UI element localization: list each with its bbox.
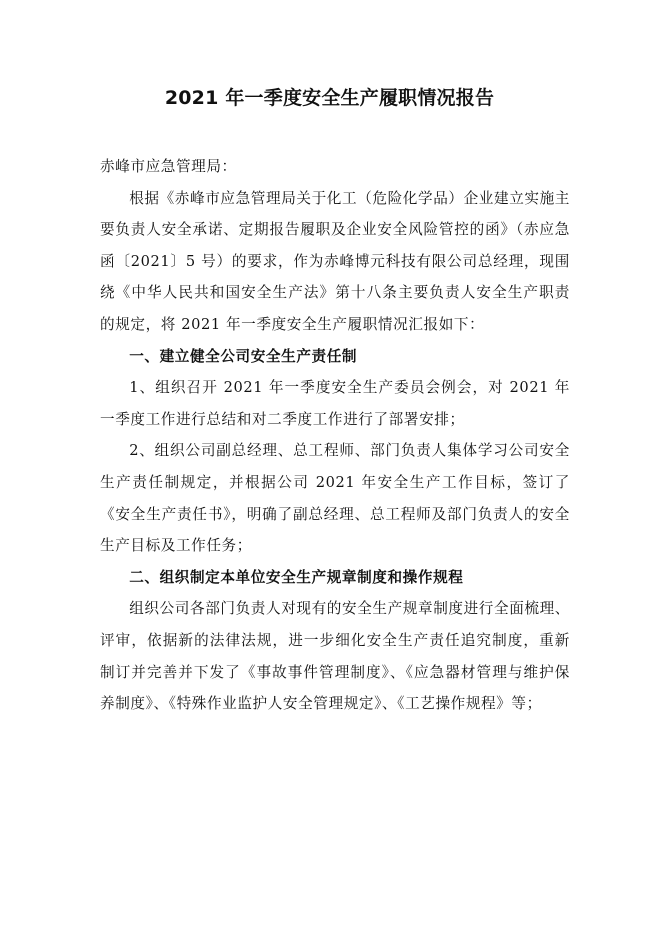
intro-paragraph: 根据《赤峰市应急管理局关于化工（危险化学品）企业建立实施主要负责人安全承诺、定期报告履职及企业安全风险管控的函》（赤应急函〔2021〕5 号）的要求，作为赤峰博元科技有限公司总经理，现围绕《中华人民共和国安全生产法》第十八条主要负责人安全生产职责的规定，将 2021 年一季度安全生产履职情况汇报如下： [100, 189, 570, 333]
section-1-paragraph-2: 2、组织公司副总经理、总工程师、部门负责人集体学习公司安全生产责任制规定，并根据公司 2021 年安全生产工作目标，签订了《安全生产责任书》，明确了副总经理、总工程师及部门负责人的安全生产目标及工作任务； [100, 442, 570, 555]
section-heading-2: 二、组织制定本单位安全生产规章制度和操作规程 [129, 568, 464, 586]
document-body [100, 151, 570, 720]
section-heading-1: 一、建立健全公司安全生产责任制 [129, 347, 358, 365]
section-1-paragraph-1: 1、组织召开 2021 年一季度安全生产委员会例会，对 2021 年一季度工作进行总结和对二季度工作进行了部署安排； [100, 379, 570, 428]
page-title: 2021 年一季度安全生产履职情况报告 [164, 87, 495, 109]
section-2-paragraph-1: 组织公司各部门负责人对现有的安全生产规章制度进行全面梳理、评审，依据新的法律法规，进一步细化安全生产责任追究制度，重新制订并完善并下发了《事故事件管理制度》、《应急器材管理与维护保养制度》、《特殊作业监护人安全管理规定》、《工艺操作规程》等； [100, 600, 570, 713]
salutation: 赤峰市应急管理局： [100, 158, 237, 175]
